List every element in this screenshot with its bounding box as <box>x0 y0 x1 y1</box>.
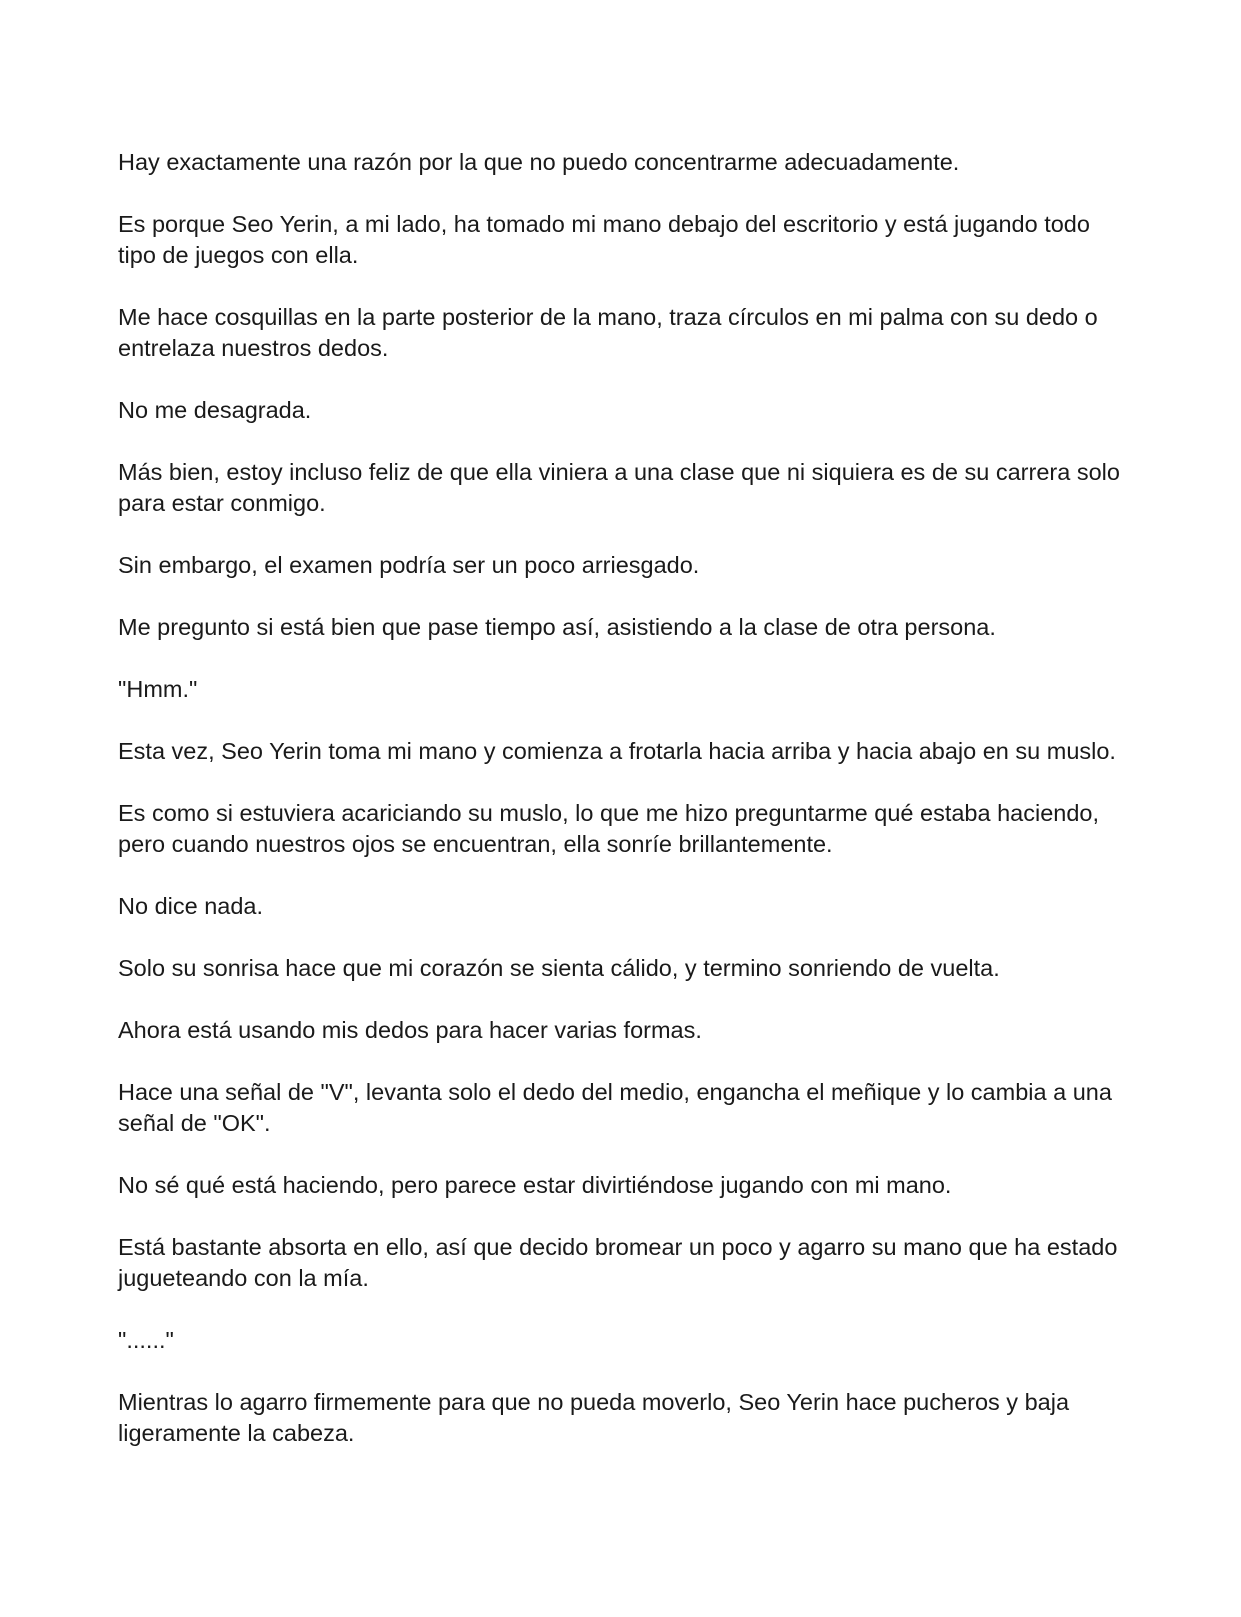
paragraph: Más bien, estoy incluso feliz de que ella viniera a una clase que ni siquiera es de su carrera solo para estar conmigo. <box>118 459 1120 516</box>
paragraph: No me desagrada. <box>118 397 312 423</box>
paragraph: Solo su sonrisa hace que mi corazón se sienta cálido, y termino sonriendo de vuelta. <box>118 955 1000 981</box>
paragraph: Hace una señal de "V", levanta solo el dedo del medio, engancha el meñique y lo cambia a una señal de "OK". <box>118 1079 1112 1136</box>
paragraph: No sé qué está haciendo, pero parece estar divirtiéndose jugando con mi mano. <box>118 1172 952 1198</box>
paragraph: Es como si estuviera acariciando su muslo, lo que me hizo preguntarme qué estaba haciendo, pero cuando nuestros ojos se encuentran, ella sonríe brillantemente. <box>118 800 1100 857</box>
paragraph: Me hace cosquillas en la parte posterior de la mano, traza círculos en mi palma con su dedo o entrelaza nuestros dedos. <box>118 304 1098 361</box>
paragraph: No dice nada. <box>118 893 264 919</box>
paragraph: Hay exactamente una razón por la que no puedo concentrarme adecuadamente. <box>118 149 960 175</box>
paragraph: Ahora está usando mis dedos para hacer varias formas. <box>118 1017 702 1043</box>
paragraph: Está bastante absorta en ello, así que decido bromear un poco y agarro su mano que ha estado jugueteando con la mía. <box>118 1234 1118 1291</box>
paragraph: Esta vez, Seo Yerin toma mi mano y comienza a frotarla hacia arriba y hacia abajo en su muslo. <box>118 738 1116 764</box>
paragraph: Me pregunto si está bien que pase tiempo así, asistiendo a la clase de otra persona. <box>118 614 996 640</box>
paragraph: "Hmm." <box>118 676 198 702</box>
document-body <box>118 147 1128 1480</box>
paragraph: Sin embargo, el examen podría ser un poco arriesgado. <box>118 552 700 578</box>
paragraph: "......" <box>118 1327 174 1353</box>
paragraph: Mientras lo agarro firmemente para que no pueda moverlo, Seo Yerin hace pucheros y baja ligeramente la cabeza. <box>118 1389 1070 1446</box>
paragraph: Es porque Seo Yerin, a mi lado, ha tomado mi mano debajo del escritorio y está jugando todo tipo de juegos con ella. <box>118 211 1090 268</box>
